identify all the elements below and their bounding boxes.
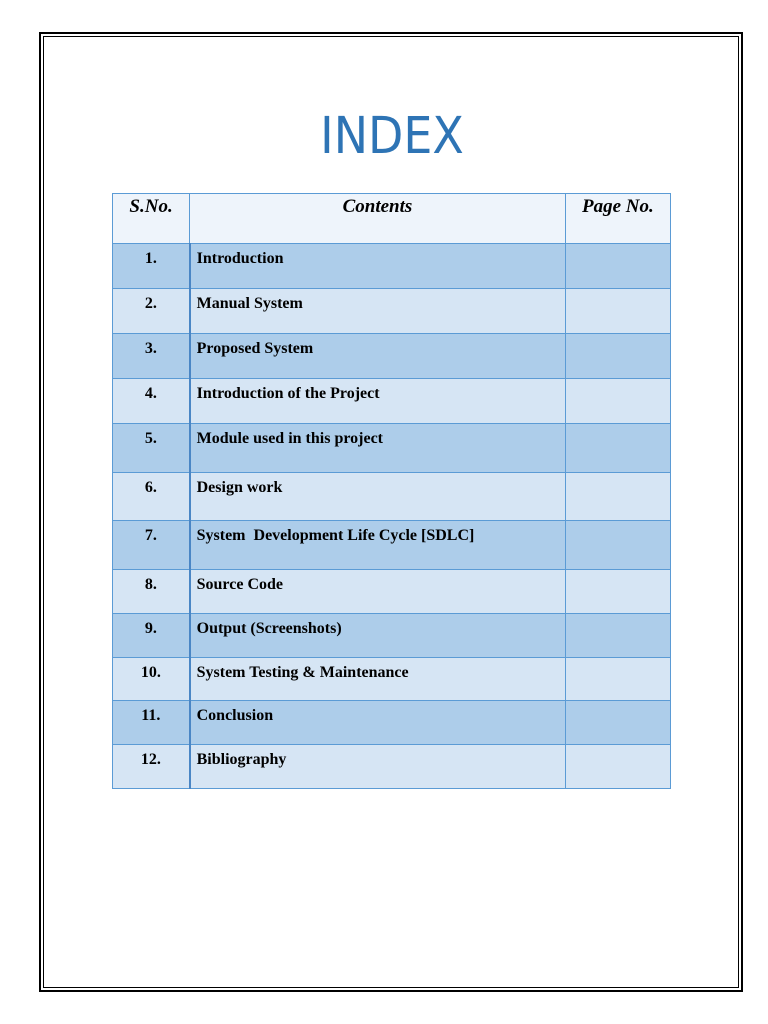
row-sno: 4. (113, 379, 190, 424)
row-sno: 12. (113, 745, 190, 789)
row-page-number (565, 473, 670, 521)
row-contents: System Development Life Cycle [SDLC] (190, 521, 566, 570)
row-page-number (565, 614, 670, 658)
row-contents: Bibliography (190, 745, 566, 789)
header-contents: Contents (190, 194, 566, 244)
table-header-row (113, 194, 671, 244)
row-page-number (565, 244, 670, 289)
row-contents: Introduction (190, 244, 566, 289)
row-contents: Introduction of the Project (190, 379, 566, 424)
table-row (113, 334, 671, 379)
table-row (113, 614, 671, 658)
table-row (113, 745, 671, 789)
table-row (113, 473, 671, 521)
row-sno: 7. (113, 521, 190, 570)
row-sno: 11. (113, 701, 190, 745)
row-contents: Module used in this project (190, 424, 566, 473)
row-page-number (565, 570, 670, 614)
row-page-number (565, 379, 670, 424)
row-page-number (565, 745, 670, 789)
table-row (113, 244, 671, 289)
row-page-number (565, 521, 670, 570)
row-contents: System Testing & Maintenance (190, 658, 566, 701)
row-page-number (565, 424, 670, 473)
row-sno: 3. (113, 334, 190, 379)
table-row (113, 658, 671, 701)
table-row (113, 570, 671, 614)
table-row (113, 521, 671, 570)
row-page-number (565, 701, 670, 745)
table-row (113, 379, 671, 424)
row-contents: Manual System (190, 289, 566, 334)
row-contents: Proposed System (190, 334, 566, 379)
row-sno: 1. (113, 244, 190, 289)
row-page-number (565, 289, 670, 334)
page-title: INDEX (320, 107, 464, 166)
index-table (112, 193, 671, 789)
row-sno: 10. (113, 658, 190, 701)
row-contents: Output (Screenshots) (190, 614, 566, 658)
row-contents: Source Code (190, 570, 566, 614)
header-page: Page No. (565, 194, 670, 244)
row-contents: Conclusion (190, 701, 566, 745)
row-sno: 9. (113, 614, 190, 658)
header-sno: S.No. (113, 194, 190, 244)
row-page-number (565, 334, 670, 379)
table-row (113, 424, 671, 473)
row-page-number (565, 658, 670, 701)
table-row (113, 289, 671, 334)
row-sno: 2. (113, 289, 190, 334)
table-body (113, 244, 671, 789)
row-contents: Design work (190, 473, 566, 521)
row-sno: 8. (113, 570, 190, 614)
row-sno: 6. (113, 473, 190, 521)
table-row (113, 701, 671, 745)
row-sno: 5. (113, 424, 190, 473)
